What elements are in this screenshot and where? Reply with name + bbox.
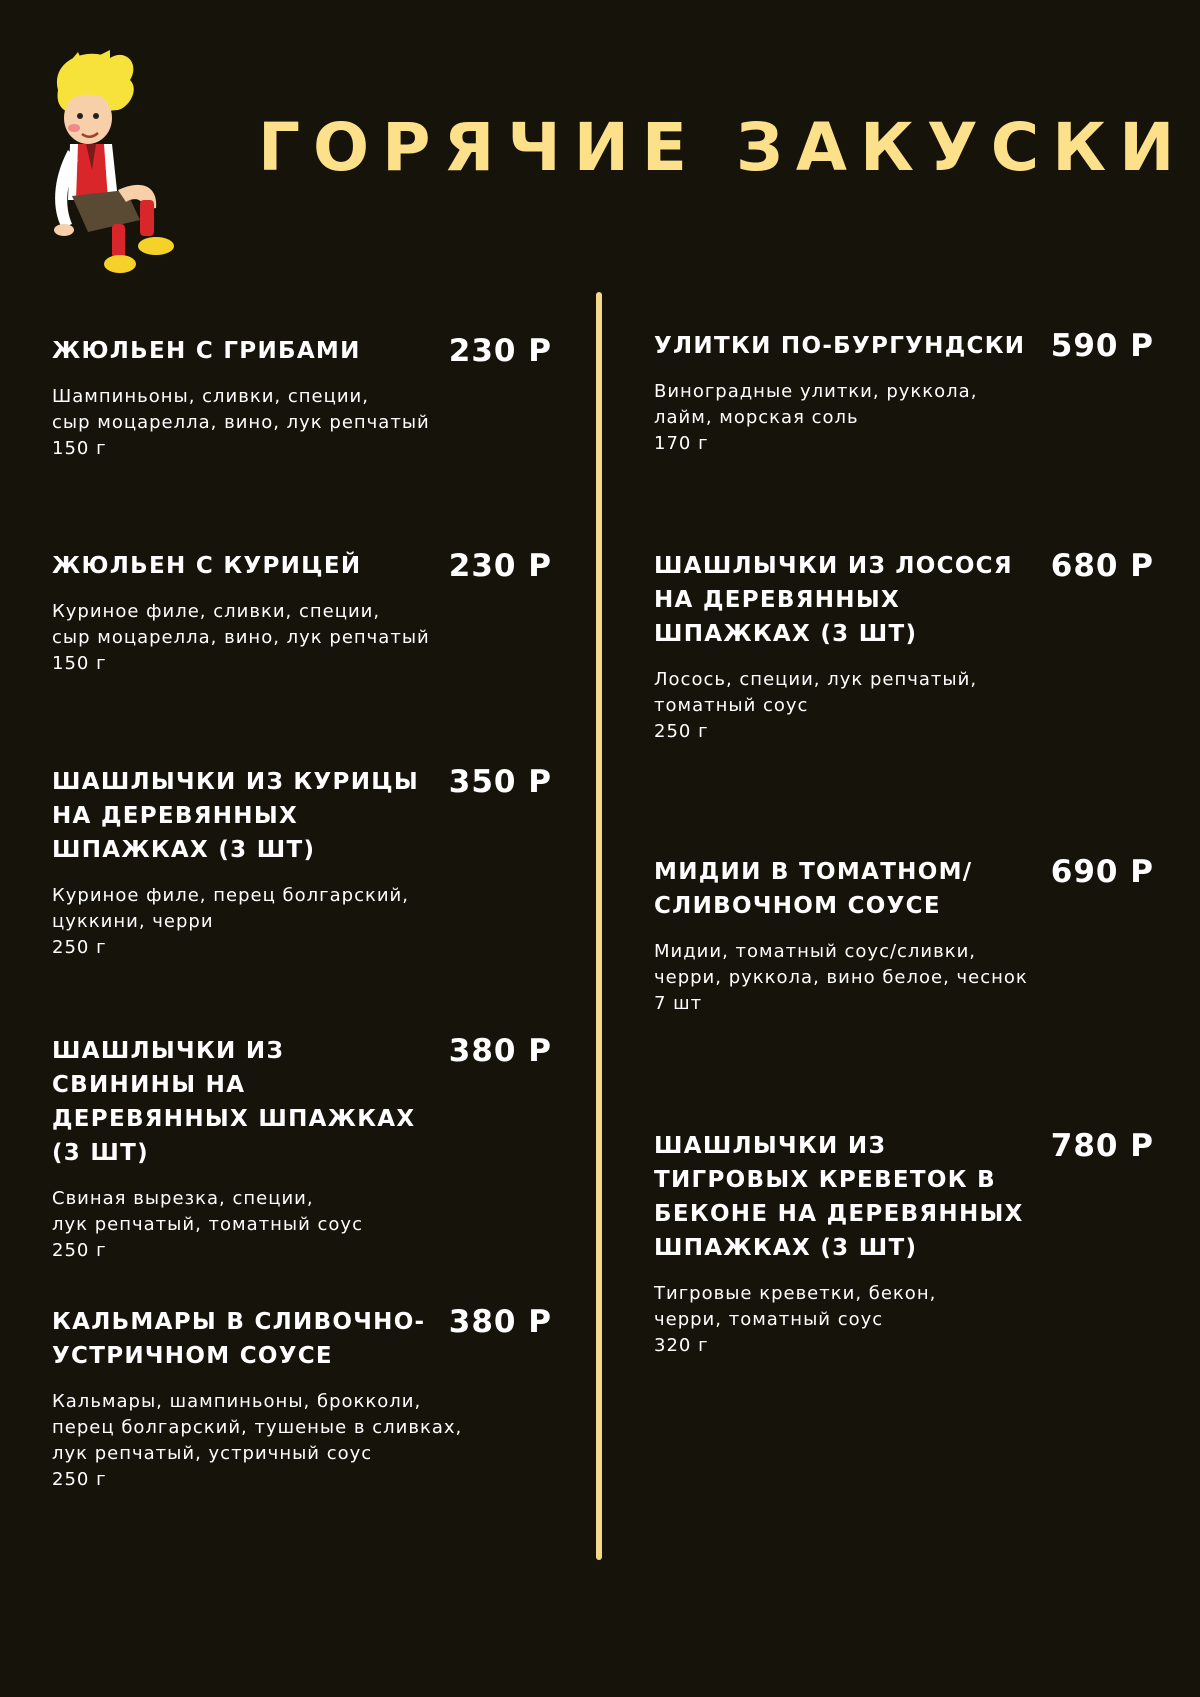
item-name: ШАШЛЫЧКИ ИЗ ТИГРОВЫХ КРЕВЕТОК В БЕКОНЕ НА ДЕРЕВЯННЫХ ШПАЖКАХ (3 ШТ) <box>654 1133 1024 1261</box>
item-weight: 170 г <box>654 433 709 454</box>
item-price: 230 Р <box>448 548 552 584</box>
item-description: Шампиньоны, сливки, специи, сыр моцарелла, вино, лук репчатый 150 г <box>52 384 552 462</box>
item-name: ШАШЛЫЧКИ ИЗ КУРИЦЫ НА ДЕРЕВЯННЫХ ШПАЖКАХ (3 ШТ) <box>52 769 420 863</box>
item-price: 680 Р <box>1050 548 1154 584</box>
item-description: Мидии, томатный соус/сливки, черри, руккола, вино белое, чеснок 7 шт <box>654 939 1154 1017</box>
item-weight: 250 г <box>52 1469 107 1490</box>
item-description: Кальмары, шампиньоны, брокколи, перец болгарский, тушеные в сливках, лук репчатый, устричный соус 250 г <box>52 1389 552 1493</box>
cartoon-boy-icon <box>48 50 188 280</box>
item-weight: 250 г <box>52 937 107 958</box>
page-title: ГОРЯЧИЕ ЗАКУСКИ <box>258 109 1188 186</box>
item-description: Куриное филе, сливки, специи, сыр моцарелла, вино, лук репчатый 150 г <box>52 599 552 677</box>
menu-item <box>52 765 552 961</box>
item-description: Куриное филе, перец болгарский, цуккини, черри 250 г <box>52 883 552 961</box>
menu-item <box>52 1305 552 1493</box>
item-weight: 150 г <box>52 653 107 674</box>
item-name: МИДИИ В ТОМАТНОМ/ СЛИВОЧНОМ СОУСЕ <box>654 859 973 919</box>
menu-item <box>654 549 1154 745</box>
menu-item <box>52 549 552 677</box>
item-weight: 250 г <box>654 721 709 742</box>
item-price: 380 Р <box>448 1033 552 1069</box>
item-price: 780 Р <box>1050 1128 1154 1164</box>
item-weight: 150 г <box>52 438 107 459</box>
item-price: 380 Р <box>448 1304 552 1340</box>
menu-item <box>52 334 552 462</box>
item-weight: 250 г <box>52 1240 107 1261</box>
column-divider <box>596 292 602 1560</box>
item-name: ЖЮЛЬЕН С ГРИБАМИ <box>52 338 361 364</box>
item-price: 690 Р <box>1050 854 1154 890</box>
menu-item <box>654 1129 1154 1359</box>
item-name: ШАШЛЫЧКИ ИЗ СВИНИНЫ НА ДЕРЕВЯННЫХ ШПАЖКАХ (3 ШТ) <box>52 1038 416 1166</box>
item-price: 230 Р <box>448 333 552 369</box>
item-weight: 320 г <box>654 1335 709 1356</box>
item-name: КАЛЬМАРЫ В СЛИВОЧНО-УСТРИЧНОМ СОУСЕ <box>52 1309 426 1369</box>
item-description: Тигровые креветки, бекон, черри, томатный соус 320 г <box>654 1281 1154 1359</box>
menu-item <box>52 1034 552 1264</box>
item-price: 350 Р <box>448 764 552 800</box>
item-name: ЖЮЛЬЕН С КУРИЦЕЙ <box>52 553 362 579</box>
menu-item <box>654 329 1154 457</box>
item-price: 590 Р <box>1050 328 1154 364</box>
item-name: УЛИТКИ ПО-БУРГУНДСКИ <box>654 333 1026 359</box>
item-name: ШАШЛЫЧКИ ИЗ ЛОСОСЯ НА ДЕРЕВЯННЫХ ШПАЖКАХ (3 ШТ) <box>654 553 1013 647</box>
item-description: Лосось, специи, лук репчатый, томатный соус 250 г <box>654 667 1154 745</box>
menu-item <box>654 855 1154 1017</box>
item-description: Виноградные улитки, руккола, лайм, морская соль 170 г <box>654 379 1154 457</box>
item-description: Свиная вырезка, специи, лук репчатый, томатный соус 250 г <box>52 1186 552 1264</box>
item-weight: 7 шт <box>654 993 703 1014</box>
